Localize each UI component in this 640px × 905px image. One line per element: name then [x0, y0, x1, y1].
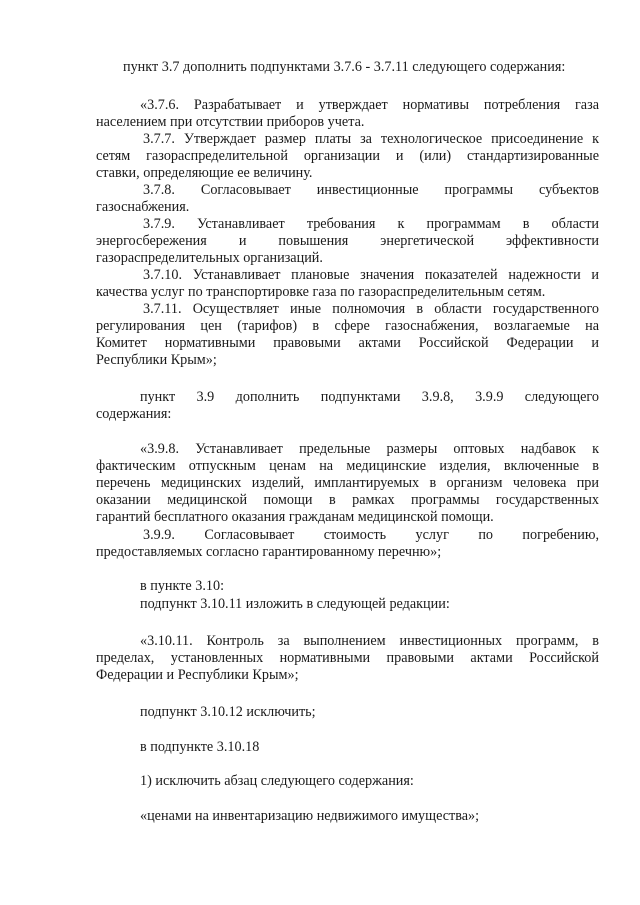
- text-line: населением при отсутствии приборов учета.: [96, 114, 365, 130]
- text-line: 3.7.7. Утверждает размер платы за технологическое присоединение к: [143, 131, 599, 147]
- text-line: гарантий бесплатного оказания гражданам медицинской помощи.: [96, 509, 494, 525]
- intro-line: пункт 3.7 дополнить подпунктами 3.7.6 - 3.7.11 следующего содержания:: [123, 59, 566, 75]
- text-line: «3.9.8. Устанавливает предельные размеры оптовых надбавок к: [140, 441, 599, 457]
- text-line: 3.7.11. Осуществляет иные полномочия в области государственного: [143, 301, 599, 317]
- text-line: подпункт 3.10.12 исключить;: [140, 704, 316, 720]
- text-line: 3.7.10. Устанавливает плановые значения показателей надежности и: [143, 267, 599, 283]
- text-line: 3.7.9. Устанавливает требования к программам в области: [143, 216, 599, 232]
- text-line: содержания:: [96, 406, 172, 422]
- text-line: регулирования цен (тарифов) в сфере газоснабжения, возлагаемые на: [96, 318, 599, 334]
- text-line: Федерации и Республики Крым»;: [96, 667, 299, 683]
- text-line: предоставляемых согласно гарантированному перечню»;: [96, 544, 442, 560]
- text-line: в пункте 3.10:: [140, 578, 225, 594]
- text-line: газораспределительных организаций.: [96, 250, 323, 266]
- text-line: 3.9.9. Согласовывает стоимость услуг по погребению,: [143, 527, 599, 543]
- text-line: газоснабжения.: [96, 199, 190, 215]
- text-line: «ценами на инвентаризацию недвижимого имущества»;: [140, 808, 480, 824]
- text-line: «3.10.11. Контроль за выполнением инвестиционных программ, в: [140, 633, 599, 649]
- text-line: Комитет нормативными правовыми актами Российской Федерации и: [96, 335, 599, 351]
- text-line: пункт 3.9 дополнить подпунктами 3.9.8, 3.9.9 следующего: [140, 389, 599, 405]
- text-line: «3.7.6. Разрабатывает и утверждает нормативы потребления газа: [140, 97, 599, 113]
- text-line: сетям газораспределительной организации и (или) стандартизированные: [96, 148, 599, 164]
- text-line: фактическим отпускным ценам на медицинские изделия, включенные в: [96, 458, 599, 474]
- text-line: энергосбережения и повышения энергетической эффективности: [96, 233, 599, 249]
- text-line: подпункт 3.10.11 изложить в следующей редакции:: [140, 596, 450, 612]
- text-line: ставки, определяющие ее величину.: [96, 165, 313, 181]
- text-line: 1) исключить абзац следующего содержания:: [140, 773, 414, 789]
- text-line: оказании медицинской помощи в рамках программы государственных: [96, 492, 599, 508]
- text-line: перечень медицинских изделий, имплантируемых в организм человека при: [96, 475, 599, 491]
- text-line: Республики Крым»;: [96, 352, 217, 368]
- text-line: качества услуг по транспортировке газа по газораспределительным сетям.: [96, 284, 546, 300]
- text-line: в подпункте 3.10.18: [140, 739, 260, 755]
- text-line: пределах, установленных нормативными правовыми актами Российской: [96, 650, 599, 666]
- text-line: 3.7.8. Согласовывает инвестиционные программы субъектов: [143, 182, 599, 198]
